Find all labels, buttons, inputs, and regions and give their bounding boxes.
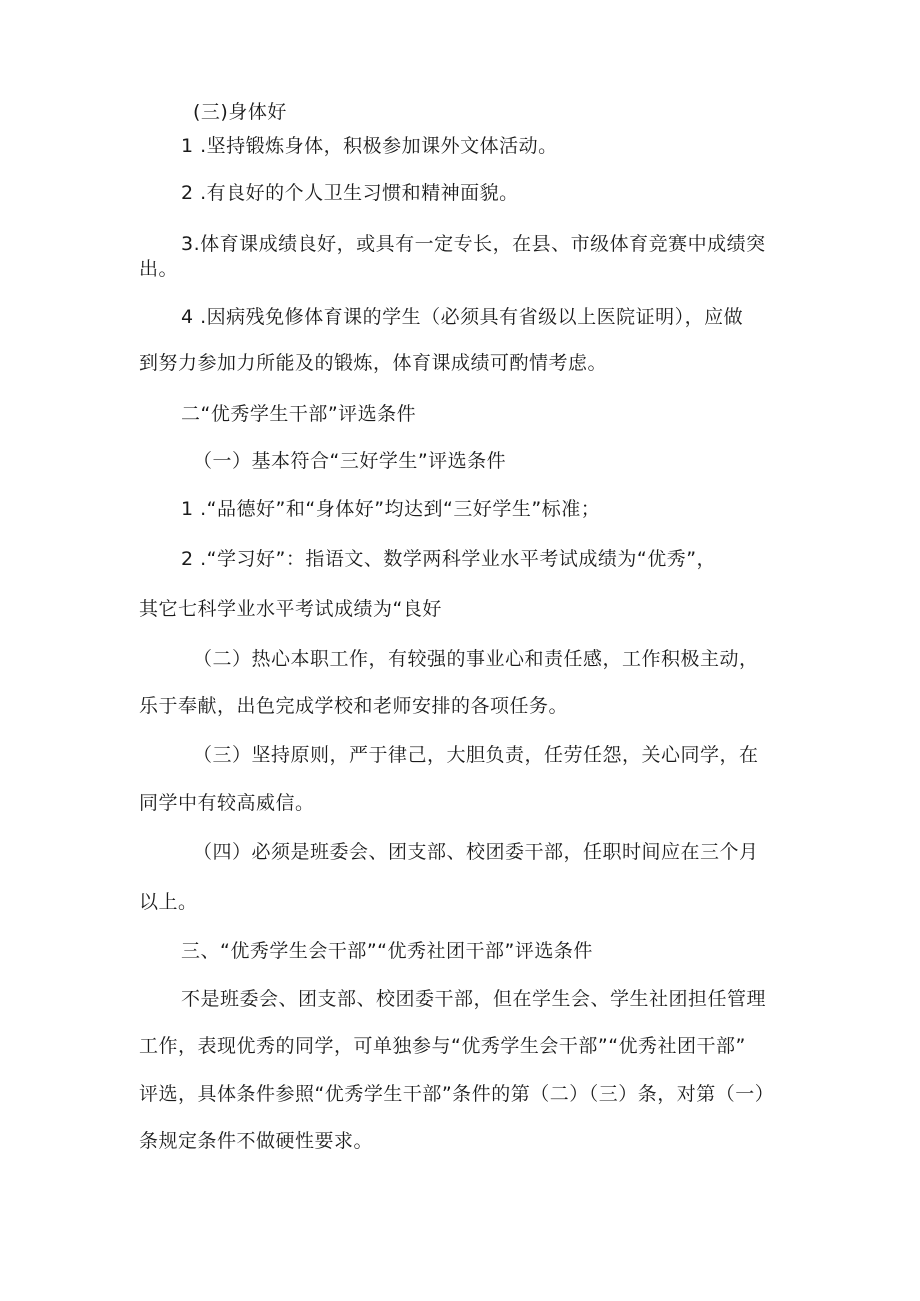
paragraph-line: （三）坚持原则，严于律己，大胆负责，任劳任怨，关心同学，在 bbox=[193, 744, 759, 766]
paragraph-line: 其它七科学业水平考试成绩为“良好 bbox=[139, 598, 442, 620]
paragraph-line: 2 .“学习好”：指语文、数学两科学业水平考试成绩为“优秀”， bbox=[181, 548, 717, 570]
paragraph-line: 不是班委会、团支部、校团委干部，但在学生会、学生社团担任管理 bbox=[181, 988, 767, 1010]
paragraph-line: 1 .“品德好”和“身体好”均达到“三好学生”标准； bbox=[181, 498, 601, 520]
paragraph-line: 到努力参加力所能及的锻炼，体育课成绩可酌情考虑。 bbox=[139, 352, 608, 374]
paragraph-line: 4 .因病残免修体育课的学生（必须具有省级以上医院证明），应做 bbox=[181, 306, 744, 328]
paragraph-line: 2 .有良好的个人卫生习惯和精神面貌。 bbox=[181, 182, 519, 204]
section-heading: 三、“优秀学生会干部”“优秀社团干部”评选条件 bbox=[181, 940, 593, 962]
subheading-physical: (三)身体好 bbox=[193, 101, 287, 123]
paragraph-line: 条规定条件不做硬性要求。 bbox=[139, 1130, 374, 1152]
paragraph-line: 1 .坚持锻炼身体，积极参加课外文体活动。 bbox=[181, 135, 558, 157]
section-heading: 二“优秀学生干部”评选条件 bbox=[181, 403, 417, 425]
paragraph-line: （二）热心本职工作，有较强的事业心和责任感，工作积极主动， bbox=[193, 648, 759, 670]
paragraph-line: 出。 bbox=[139, 258, 179, 280]
subheading: （一）基本符合“三好学生”评选条件 bbox=[193, 450, 507, 472]
paragraph-line: 乐于奉献，出色完成学校和老师安排的各项任务。 bbox=[139, 695, 569, 717]
paragraph-line: 同学中有较高威信。 bbox=[139, 792, 315, 814]
paragraph-line: 3.体育课成绩良好，或具有一定专长，在县、市级体育竞赛中成绩突 bbox=[181, 233, 766, 255]
paragraph-line: （四）必须是班委会、团支部、校团委干部，任职时间应在三个月 bbox=[193, 841, 759, 863]
paragraph-line: 以上。 bbox=[139, 891, 198, 913]
paragraph-line: 评选，具体条件参照“优秀学生干部”条件的第（二）（三）条，对第（一） bbox=[139, 1083, 775, 1105]
paragraph-line: 工作，表现优秀的同学，可单独参与“优秀学生会干部”“优秀社团干部” bbox=[139, 1035, 746, 1057]
